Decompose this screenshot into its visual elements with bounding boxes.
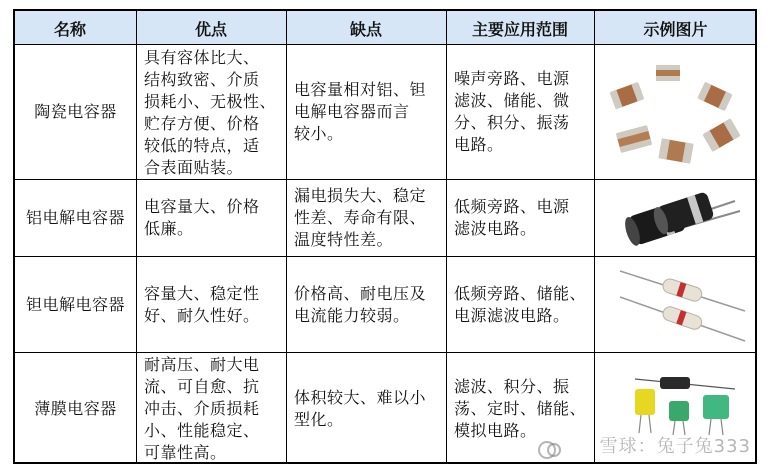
ceramic-chip <box>656 65 680 81</box>
aluminum-capacitors-image <box>615 181 755 255</box>
row-pros-aluminum: 电容量大、价格 低廉。 <box>144 197 260 238</box>
row-apps-ceramic: 噪声旁路、电源 滤波、储能、微 分、积分、振荡 电路。 <box>454 69 570 154</box>
row-apps-tantalum: 低频旁路、储能、 电源滤波电路。 <box>454 284 587 325</box>
header-pros: 优点 <box>194 19 227 39</box>
header-name: 名称 <box>53 19 86 39</box>
row-pros-film: 耐高压、耐大电 流、可自愈、抗 冲击、介质损耗 小、性能稳定、 可靠性高。 <box>144 355 260 462</box>
column-divider <box>286 11 287 462</box>
snowball-logo-icon <box>537 440 563 460</box>
row-pros-tantalum: 容量大、稳定性 好、耐久性好。 <box>144 284 260 325</box>
column-divider <box>136 11 137 462</box>
row-cons-tantalum: 价格高、耐电压及 电流能力较弱。 <box>294 284 427 325</box>
row-name-ceramic: 陶瓷电容器 <box>34 102 117 121</box>
column-divider <box>446 11 447 462</box>
row-apps-aluminum: 低频旁路、电源 滤波电路。 <box>454 197 570 238</box>
row-apps-film: 滤波、积分、振 荡、定时、储能、 模拟电路。 <box>454 377 587 440</box>
row-name-tantalum: 钽电解电容器 <box>25 294 125 314</box>
header-example-image: 示例图片 <box>643 19 708 39</box>
row-name-film: 薄膜电容器 <box>34 398 117 418</box>
capacitor-comparison-table <box>13 9 757 464</box>
header-applications: 主要应用范围 <box>471 19 568 39</box>
header-cons: 缺点 <box>349 19 382 39</box>
row-cons-film: 体积较大、难以小 型化。 <box>294 388 427 429</box>
watermark-text: 雪球：兔子兔333 <box>599 436 751 457</box>
column-divider <box>594 11 595 462</box>
ceramic-capacitors-image <box>604 51 754 173</box>
tantalum-capacitors-image <box>610 261 755 349</box>
row-name-aluminum: 铝电解电容器 <box>25 208 125 227</box>
row-cons-aluminum: 漏电损失大、稳定 性差、寿命有限、 温度特性差。 <box>294 186 427 249</box>
row-cons-ceramic: 电容量相对铝、钽 电解电容器而言 较小。 <box>294 80 427 143</box>
film-capacitors-image <box>615 359 755 439</box>
row-pros-ceramic: 具有容体比大、 结构致密、介质 损耗小、无极性、 贮存方便、价格 较低的特点，适 合表面贴装。 <box>144 48 277 177</box>
